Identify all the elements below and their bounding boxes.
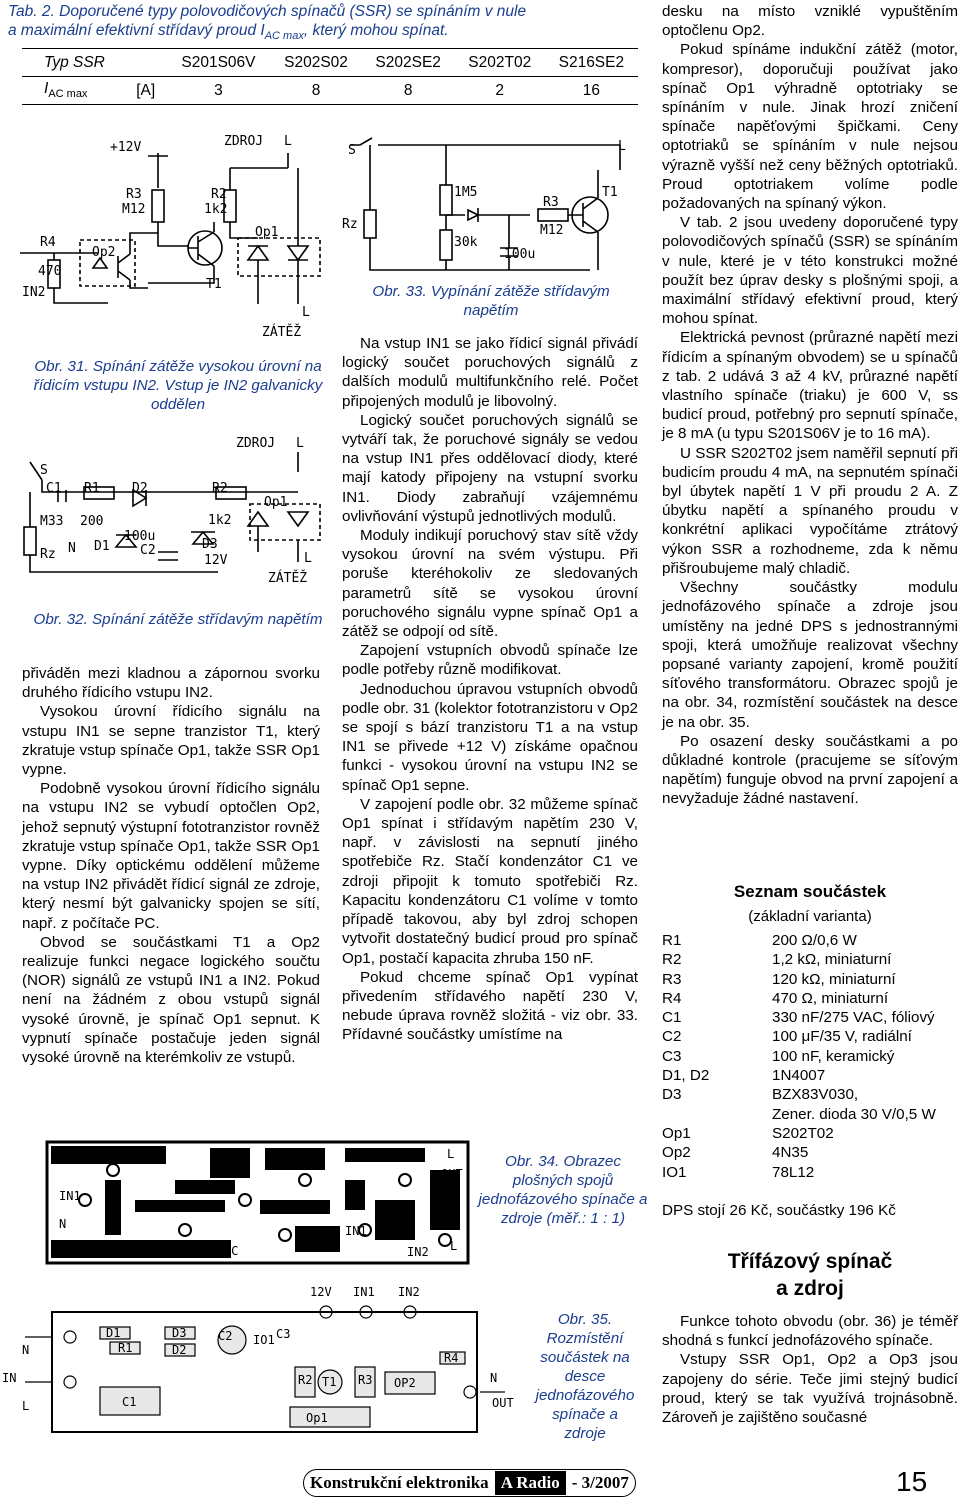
paragraph: Elektrická pevnost (průrazné napětí mezi řídicím a spínaným obvodem) se u spínačů z tab. 2 udává 3 až 4 kV, průrazné napětí vlastního spínače (triaku) je 600 V, ss budicí proud, potřebný pro sepnutí spínače, je 8 mA (u typu S201S06V je to 16 mA). bbox=[662, 329, 958, 443]
ssr-table bbox=[22, 48, 638, 105]
fig34-label: 1spinC bbox=[195, 1244, 239, 1258]
part-ref: D1, D2 bbox=[662, 1067, 710, 1085]
schematic-fig33 bbox=[340, 130, 640, 280]
part-value: 100 nF, keramický bbox=[772, 1047, 895, 1065]
fig31-label: L bbox=[302, 305, 310, 320]
paragraph: U SSR S202T02 jsem naměřil sepnutí při budicím proudu 4 mA, na sepnutém spínači byl úbytek napětí 1 V při proudu 2 A. Z úbytku napětí a spínaného proudu v konkrétní aplikaci vypočítáme ztrátový výkon SSR a rozhodneme, zda k němu přišroubujeme malý chladič. bbox=[662, 444, 958, 577]
part-ref: Op1 bbox=[662, 1124, 691, 1142]
fig32-label: R2 bbox=[212, 481, 228, 496]
paragraph: V tab. 2 jsou uvedeny doporučené typy polovodičových spínačů (SSR) se spínáním v nule, které je v této konstrukci možné použít bez úprav desky s plošnými spoji, a maximální střídavý efektivní proud, který mohou spínat. bbox=[662, 214, 958, 328]
component-layout-fig35 bbox=[0, 1282, 530, 1442]
parts-subtitle: (základní varianta) bbox=[748, 908, 872, 925]
fig32-label: 12V bbox=[204, 553, 228, 568]
paragraph: desku na místo vzniklé vypuštěním optočlenu Op2. bbox=[662, 3, 958, 40]
fig31-caption: Obr. 31. Spínání zátěže vysokou úrovní na řídicím vstupu IN2. Vstup je IN2 galvanicky oddělen bbox=[33, 358, 323, 413]
fig32-label: D3 bbox=[202, 537, 218, 552]
paragraph: Na vstup IN1 se jako řídicí signál přivádí logický součet poruchových signálů z dalších modulů multifunkčního relé. Počet připojených modulů je libovolný. bbox=[342, 335, 638, 410]
fig34-label: L bbox=[450, 1239, 458, 1253]
fig31-label: Op2 bbox=[92, 245, 116, 260]
fig33-label: T1 bbox=[602, 185, 618, 200]
fig32-label: N bbox=[68, 541, 76, 556]
fig32-label: C1 bbox=[46, 481, 62, 496]
fig32-label: D1 bbox=[94, 539, 110, 554]
fig33-label: S bbox=[348, 143, 356, 158]
fig31-label: R2 bbox=[211, 187, 227, 202]
paragraph: V zapojení podle obr. 32 můžeme spínač Op1 spínat i střídavým napětím 230 V, např. v závislosti na sepnutí jiného spotřebiče Rz. Stačí kondenzátor C1 ve zdroji připojit k tomuto spotřebiči Rz. Kapacitu kondenzátoru C1 volíme v tomto případě takovou, aby byl zdroj schopen vytvořit dostatečný budicí proud pro spínač Op1, postačí kapacita zhruba 150 nF. bbox=[342, 795, 638, 967]
parts-row bbox=[662, 1008, 958, 1027]
fig33-label: 100u bbox=[504, 247, 536, 262]
parts-row bbox=[662, 989, 958, 1008]
footer-issue: - 3/2007 bbox=[571, 1473, 629, 1492]
table-caption bbox=[8, 2, 648, 46]
fig33-caption: Obr. 33. Vypínání zátěže střídavým napětím bbox=[372, 283, 610, 319]
paragraph: Podobně vysokou úrovní řídicího signálu na vstupu IN2 se vybudí optočlen Op2, jehož sepnutý výstupní fototranzistor rovněž zkratuje vstup spínače Op1, takže SSR Op1 vypne. Díky optickému oddělení můžeme na vstup IN2 přivádět řídicí signál ze zdroje, který nesmí být galvanicky spojen se sítí, např. z počítače PC. bbox=[22, 780, 320, 932]
pcb-pattern-fig34 bbox=[45, 1140, 470, 1265]
table-caption-line1: Tab. 2. Doporučené typy polovodičových spínačů (SSR) se spínáním v nule bbox=[8, 3, 527, 20]
fig35-label: C2 bbox=[218, 1329, 233, 1343]
table-cell: 2 bbox=[495, 81, 505, 99]
parts-row bbox=[662, 950, 958, 969]
part-ref: R3 bbox=[662, 970, 682, 988]
fig32-label: C2 bbox=[140, 543, 156, 558]
table-row-label: $I_{AC max}$ bbox=[44, 80, 88, 101]
fig35-label: IN bbox=[2, 1371, 17, 1385]
parts-title: Seznam součástek bbox=[733, 882, 887, 901]
schematic-fig32 bbox=[18, 432, 328, 592]
fig32-label: L bbox=[304, 551, 312, 566]
table-caption-line2: a maximální efektivní střídavý proud $I_{AC max}$, který mohou spínat. bbox=[8, 22, 449, 43]
parts-row bbox=[662, 1124, 958, 1143]
fig35-label: N bbox=[490, 1371, 498, 1385]
fig31-label: T1 bbox=[206, 277, 222, 292]
fig32-label: L bbox=[296, 436, 304, 451]
fig34-label: IN2 bbox=[407, 1245, 429, 1259]
column-3-text bbox=[662, 2, 958, 809]
parts-row bbox=[662, 970, 958, 989]
parts-row bbox=[662, 1143, 958, 1162]
part-value: 100 μF/35 V, radiální bbox=[772, 1028, 912, 1046]
parts-row bbox=[662, 1047, 958, 1066]
fig32-caption: Obr. 32. Spínání zátěže střídavým napětím bbox=[33, 611, 323, 628]
part-value: BZX83V030, bbox=[772, 1086, 859, 1104]
fig33-label: Rz bbox=[342, 217, 358, 232]
fig35-label: IN1 bbox=[353, 1285, 375, 1299]
parts-row bbox=[662, 1105, 958, 1124]
fig32-label: 100u bbox=[124, 529, 156, 544]
fig35-label: D3 bbox=[172, 1326, 187, 1340]
fig35-label: R2 bbox=[298, 1373, 313, 1387]
table-header-cell: Typ SSR bbox=[44, 53, 105, 71]
part-value: 78L12 bbox=[772, 1163, 815, 1181]
part-ref: R2 bbox=[662, 951, 682, 969]
fig34-label: OUT bbox=[441, 1167, 463, 1181]
fig31-label: +12V bbox=[110, 140, 142, 155]
table-row-unit: [A] bbox=[136, 81, 156, 99]
table-row bbox=[22, 77, 638, 105]
fig35-label: D1 bbox=[106, 1326, 121, 1340]
fig35-label: R1 bbox=[118, 1341, 133, 1355]
fig32-label: ZÁTĚŽ bbox=[268, 571, 308, 586]
fig35-label: 12V bbox=[310, 1285, 332, 1299]
part-value: 470 Ω, miniaturní bbox=[772, 989, 889, 1007]
section-text bbox=[662, 1312, 958, 1427]
fig31-label: R4 bbox=[40, 235, 56, 250]
parts-price: DPS stojí 26 Kč, součástky 196 Kč bbox=[662, 1201, 896, 1219]
part-value: 4N35 bbox=[772, 1144, 809, 1162]
part-value: 330 nF/275 VAC, fóliový bbox=[772, 1009, 935, 1027]
fig35-label: IO1 bbox=[253, 1333, 275, 1347]
fig31-label: L bbox=[284, 134, 292, 149]
fig31-label: 1k2 bbox=[204, 202, 228, 217]
fig31-label: IN2 bbox=[22, 285, 46, 300]
fig32-label: Op1 bbox=[264, 495, 288, 510]
fig35-label: C3 bbox=[276, 1327, 291, 1341]
section-heading bbox=[662, 1248, 958, 1302]
fig35-label: T1 bbox=[322, 1375, 337, 1389]
parts-row bbox=[662, 931, 958, 950]
part-value: 120 kΩ, miniaturní bbox=[772, 970, 896, 988]
fig35-label: L bbox=[22, 1399, 30, 1413]
paragraph: Všechny součástky modulu jednofázového spínače a zdroje jsou umístěny na jedné DPS s jednostrannými spoji, která umožňuje realizovat všechny popsané varianty zapojení, kromě použití síťového transformátoru. Obrazec spojů je na obr. 34, rozmístění součástek na desce je na obr. 35. bbox=[662, 579, 958, 731]
fig34-caption: Obr. 34. Obrazec plošných spojů jednofázového spínače a zdroje (měř.: 1 : 1) bbox=[478, 1153, 648, 1227]
paragraph: Po osazení desky součástkami a po důkladné kontrole (pracujeme se síťovým napětím) funguje obvod na první zapojení a nevyžaduje žádné nastavení. bbox=[662, 732, 958, 808]
table-cell: 16 bbox=[582, 81, 600, 99]
paragraph: Vstupy SSR Op1, Op2 a Op3 jsou zapojeny do série. Teče jimi stejný budicí proud, který se tak využívá trojnásobně. Zároveň je zajištěno současné bbox=[662, 1351, 958, 1427]
part-ref: D3 bbox=[662, 1086, 682, 1104]
fig35-label: R4 bbox=[444, 1351, 459, 1365]
fig33-label: 1M5 bbox=[454, 185, 478, 200]
table-cell: 3 bbox=[214, 81, 223, 99]
paragraph: Moduly indikují poruchový stav sítě vždy vysokou úrovní na svém výstupu. Při poruše kteréhokoliv ze sledovaných parametrů sítě se vysokou úrovní poruchového signálu vypne spínač Op1 a zátěž se odpojí od sítě. bbox=[342, 527, 638, 641]
section-heading-line2: a zdroj bbox=[776, 1277, 844, 1300]
fig35-label: Op1 bbox=[306, 1411, 328, 1425]
part-ref: C3 bbox=[662, 1047, 682, 1065]
part-value: 1N4007 bbox=[772, 1067, 826, 1085]
table-header-cell: S202SE2 bbox=[375, 53, 441, 71]
table-header-cell: S201S06V bbox=[181, 53, 256, 71]
paragraph: Logický součet poruchových signálů se vytváří tak, že poruchové signály se vedou na vstup IN1 přes oddělovací diody, které mají katody připojeny na vstupní svorku IN1. Diody zabraňují vzájemnému ovlivňování výstupů jednotlivých modulů. bbox=[342, 411, 638, 525]
paragraph: přiváděn mezi kladnou a zápornou svorku druhého řídicího vstupu IN2. bbox=[22, 665, 320, 702]
parts-row bbox=[662, 1066, 958, 1085]
fig35-label: D2 bbox=[172, 1343, 187, 1357]
parts-rows bbox=[662, 931, 958, 1182]
fig32-label: D2 bbox=[132, 481, 148, 496]
paragraph: Funkce tohoto obvodu (obr. 36) je téměř shodná s funkcí jednofázového spínače. bbox=[662, 1313, 958, 1350]
part-ref: R1 bbox=[662, 932, 682, 949]
fig32-label: S bbox=[40, 463, 48, 478]
paragraph: Pokud chceme spínač Op1 vypínat přivedením střídavého napětí 230 V, nebude úprava rovněž složitá - viz obr. 33. Přídavné součástky umístíme na bbox=[342, 968, 638, 1044]
table-cell: 8 bbox=[403, 81, 413, 99]
fig35-label: N bbox=[22, 1343, 30, 1357]
part-ref: C1 bbox=[662, 1009, 682, 1027]
fig32-label: Rz bbox=[40, 547, 56, 562]
fig35-label: C1 bbox=[122, 1395, 137, 1409]
fig32-label: M33 bbox=[40, 514, 64, 529]
fig34-label: N bbox=[59, 1217, 67, 1231]
fig31-label: ZDROJ bbox=[224, 134, 264, 149]
magazine-footer bbox=[303, 1469, 636, 1497]
part-ref bbox=[662, 1105, 772, 1124]
section-heading-line1: Třífázový spínač bbox=[727, 1250, 893, 1273]
fig35-label: OP2 bbox=[394, 1376, 416, 1390]
fig32-label: R1 bbox=[84, 481, 100, 496]
fig35-caption: Obr. 35. Rozmístění součástek na desce jednofázového spínače a zdroje bbox=[535, 1311, 635, 1442]
column-1-text bbox=[22, 664, 320, 1067]
fig35-label: OUT bbox=[492, 1396, 514, 1410]
fig34-label: N bbox=[450, 1211, 458, 1225]
parts-row bbox=[662, 1027, 958, 1046]
fig31-label: ZÁTĚŽ bbox=[262, 325, 302, 340]
fig31-label: Op1 bbox=[255, 225, 279, 240]
paragraph: Zapojení vstupních obvodů spínače lze podle potřeby různě modifikovat. bbox=[342, 642, 638, 679]
fig32-label: ZDROJ bbox=[236, 436, 276, 451]
table-header-cell: S216SE2 bbox=[558, 53, 625, 71]
parts-row bbox=[662, 1163, 958, 1182]
page-number: 15 bbox=[896, 1466, 928, 1497]
part-ref: R4 bbox=[662, 989, 682, 1007]
paragraph: Pokud spínáme indukční zátěž (motor, kompresor), doporučuji používat jako spínač Op1 výhradně optotriaky se spínáním v nule. Jinak hrozí zničení spínače napěťovými špičkami. Ceny optotriaků se spínáním v nule nejsou výrazně vyšší než ceny běžných optotriaků. Proud optotriakem volíme podle požadovaných na spínaný výkon. bbox=[662, 41, 958, 213]
fig32-label: 200 bbox=[80, 514, 104, 529]
fig34-label: 12V bbox=[307, 1229, 329, 1243]
part-ref: Op2 bbox=[662, 1144, 691, 1162]
part-ref: IO1 bbox=[662, 1163, 687, 1181]
parts-list bbox=[662, 882, 958, 1219]
part-value: Zener. dioda 30 V/0,5 W bbox=[772, 1105, 936, 1123]
table-header-row bbox=[22, 49, 638, 77]
part-value: 1,2 kΩ, miniaturní bbox=[772, 951, 892, 969]
fig35-label: R3 bbox=[358, 1373, 373, 1387]
fig33-label: 30k bbox=[454, 235, 478, 250]
paragraph: Vysokou úrovní řídicího signálu na vstupu IN1 se sepne tranzistor T1, který zkratuje vstup spínače Op1, takže SSR Op1 vypne. bbox=[22, 703, 320, 779]
table-header-cell: S202S02 bbox=[284, 53, 348, 71]
part-value: S202T02 bbox=[772, 1124, 834, 1142]
table-header-cell: S202T02 bbox=[468, 53, 532, 71]
schematic-fig31 bbox=[18, 128, 338, 348]
fig31-label: R3 bbox=[126, 187, 142, 202]
paragraph: Obvod se součástkami T1 a Op2 realizuje funkci negace logického součtu (NOR) signálů ze vstupů IN1 a IN2. Pokud není na žádném z obou vstupů signál vysoké úrovně, je spínač Op1 sepnut. K vypnutí spínače postačuje jeden signál vysoké úrovně na kterémkoliv ze vstupů. bbox=[22, 933, 320, 1067]
fig34-label: L bbox=[447, 1147, 455, 1161]
fig34-label: IN1 bbox=[59, 1189, 81, 1203]
fig31-label: M12 bbox=[122, 202, 146, 217]
fig31-label: 470 bbox=[38, 264, 62, 279]
fig34-label: IN1 bbox=[345, 1224, 367, 1238]
fig33-label: R3 bbox=[543, 195, 559, 210]
paragraph: Jednoduchou úpravou vstupních obvodů podle obr. 31 (kolektor fototranzistoru v Op2 se spojí s bází tranzistoru T1 a na vstup IN1 se přivede +12 V) získáme opačnou funkci - vysokou úrovní na vstupu IN2 se spínač Op1 sepne. bbox=[342, 680, 638, 794]
part-ref: C2 bbox=[662, 1028, 682, 1046]
fig33-label: M12 bbox=[540, 223, 564, 238]
column-2-text bbox=[342, 334, 638, 1045]
parts-row bbox=[662, 1085, 958, 1104]
fig33-label: L bbox=[618, 139, 626, 154]
fig32-label: 1k2 bbox=[208, 513, 232, 528]
footer-brand: A Radio bbox=[495, 1471, 566, 1495]
fig35-label: IN2 bbox=[398, 1285, 420, 1299]
part-value: 200 Ω/0,6 W bbox=[772, 932, 857, 949]
footer-magazine: Konstrukční elektronika bbox=[310, 1473, 489, 1492]
table-cell: 8 bbox=[311, 81, 321, 99]
